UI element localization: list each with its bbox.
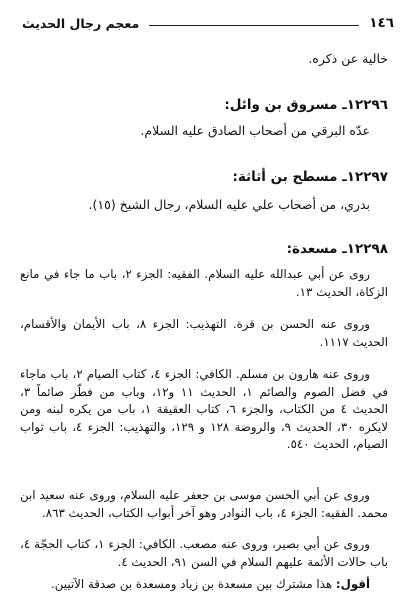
paragraph-text: وروى عنه الحسن بن قرة. التهذيب: الجزء ٨، باب الأيمان والأقسام، الحديث ١١١٧. (20, 317, 388, 349)
entry-body-12296: عدّه البرقي من أصحاب الصادق عليه السلام. (140, 123, 370, 138)
remark-paragraph (20, 576, 388, 594)
entry-paragraph-3 (20, 366, 388, 454)
page-number: ١٤٦ (369, 15, 394, 31)
page-header (22, 6, 394, 32)
header-rule (149, 25, 359, 26)
remark-label: أقول: (335, 577, 370, 591)
paragraph-text: وروى عن أبي بصير، وروى عنه مصعب. الكافي: الجزء ١، كتاب الحجّة ٤، باب حالات الأئمة عليهم السلام في السن ٩١، الحديث ٤. (20, 537, 388, 569)
paragraph-text: وروى عنه هارون بن مسلم. الكافي: الجزء ٤، كتاب الصيام ٢، باب ماجاء في فضل الصوم والصائم ١، الحديث ١١ و١٢، وباب من فطّر صائماً ٣، الحديث ٤ من الكتاب، والجزء ٦، كتاب العقيقة ١، باب من يكره لبنه ومن لايكره ٣٠، الحديث ٩، والروضة ١٢٨ و ١٢٩، والتهذيب: الجزء ٤، باب ثواب الصيام، الحديث ٥٤٠. (20, 367, 389, 452)
entry-paragraph-4 (20, 487, 388, 522)
entry-paragraph-2 (20, 316, 388, 351)
continuation-text: خالية عن ذكره. (308, 51, 388, 66)
entry-paragraph-5 (20, 536, 388, 571)
entry-heading-12297: ١٢٢٩٧ـ مسطح بن أثاثة: (232, 169, 388, 185)
paragraph-text: روى عن أبي عبدالله عليه السلام. الفقيه: الجزء ٢، باب ما جاء في مانع الزكاة، الحديث ١٣. (20, 267, 388, 299)
book-title: معجم رجال الحديث (22, 16, 140, 31)
entry-heading-12298: ١٢٢٩٨ـ مسعدة: (286, 241, 388, 257)
paragraph-text: وروى عن أبي الحسن موسى بن جعفر عليه السلام، وروى عنه سعيد ابن محمد. الفقيه: الجزء ٤، باب النوادر وهو آخر أبواب الكتاب، الحديث ٨٦٣. (20, 488, 388, 520)
entry-heading-12296: ١٢٢٩٦ـ مسروق بن وائل: (224, 97, 388, 113)
entry-body-12297: بدري، من أصحاب علي عليه السلام، رجال الشيخ (١٥). (88, 197, 370, 212)
remark-text: هذا مشترك بين مسعدة بن زياد ومسعدة بن صدقة الآتيين. (51, 577, 333, 591)
entry-paragraph-1 (20, 266, 388, 301)
